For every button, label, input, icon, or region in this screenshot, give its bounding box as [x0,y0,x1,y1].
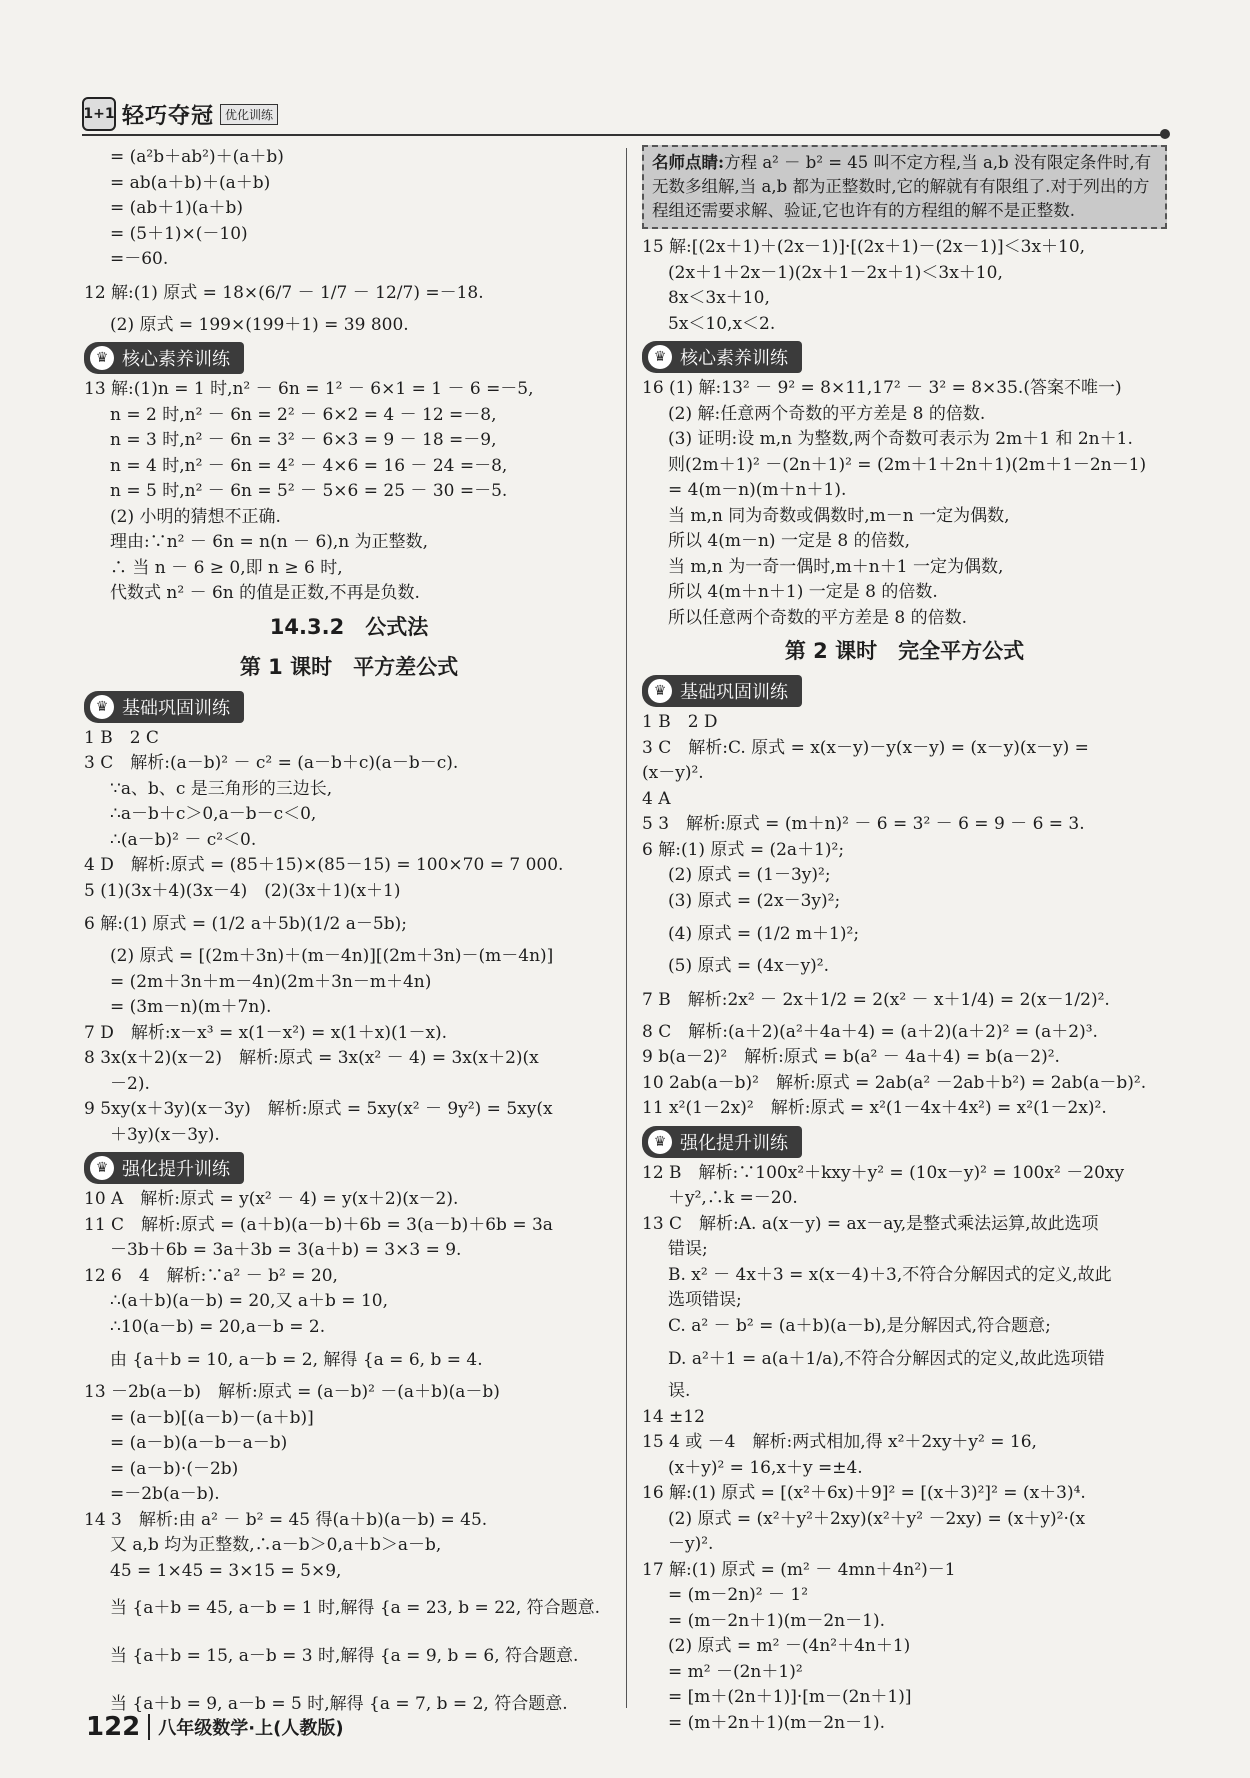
text-line: n = 2 时,n² － 6n = 2² － 6×2 = 4 － 12 =－8, [110,404,497,425]
text-line: ∴a－b＋c＞0,a－b－c＜0, [110,804,317,824]
text-line: ∴ 当 n － 6 ≥ 0,即 n ≥ 6 时, [110,557,343,578]
text-line: (2) 解:任意两个奇数的平方差是 8 的倍数. [668,403,986,424]
text-line: 当 {a＋b = 15, a－b = 3 时,解得 {a = 9, b = 6, 符合题意. [110,1646,579,1666]
answer-11: 11 C 解析:原式 = (a＋b)(a－b)＋6b = 3(a－b)＋6b = 3a [84,1214,553,1235]
crown-icon: ♛ [90,346,114,370]
header-rule [82,134,1167,136]
answer-7: 7 B 解析:2x² － 2x＋1/2 = 2(x² － x＋1/4) = 2(x－1/2)². [642,989,1110,1010]
text-line: = (a－b)[(a－b)－(a＋b)] [110,1407,314,1428]
footer [86,1712,344,1742]
header [82,96,278,132]
text-line: = (a－b)(a－b－a－b) [110,1433,288,1453]
answer-6: 6 解:(1) 原式 = (2a＋1)²; [642,839,845,860]
text-line: (2) 小明的猜想不正确. [110,506,281,527]
text-line: 所以 4(m－n) 一定是 8 的倍数, [668,531,910,551]
text-line: (x＋y)² = 16,x＋y =±4. [668,1457,863,1478]
book-title: 八年级数学·上(人教版) [158,1718,344,1739]
text-line: 代数式 n² － 6n 的值是正数,不再是负数. [110,583,420,603]
crown-icon: ♛ [648,345,672,369]
section-header [84,1152,614,1184]
answer-3: 3 C 解析:(a－b)² － c² = (a－b＋c)(a－b－c). [84,753,459,773]
answer-5: 5 3 解析:原式 = (m＋n)² － 6 = 3² － 6 = 9 － 6 = 3. [642,814,1085,834]
text-line: (2) 原式 = 199×(199＋1) = 39 800. [110,314,409,335]
text-line: －y)². [668,1534,714,1554]
section-title: 强化提升训练 [680,1132,788,1154]
answer-3: 3 C 解析:C. 原式 = x(x－y)－y(x－y) = (x－y)(x－y) = [642,737,1089,758]
column-divider [626,148,627,1708]
answer-15: 15 解:[(2x＋1)＋(2x－1)]·[(2x＋1)－(2x－1)]＜3x＋10, [642,237,1086,257]
text-line: = (a²b＋ab²)＋(a＋b) [110,147,284,167]
answer-17: 17 解:(1) 原式 = (m² － 4mn＋4n²)－1 [642,1559,956,1580]
lesson-title: 第 2 课时 完全平方公式 [784,639,1025,663]
text-line: (5) 原式 = (4x－y)². [668,956,830,976]
answer-14: 14 3 解析:由 a² － b² = 45 得(a＋b)(a－b) = 45. [84,1509,488,1530]
text-line: －3b＋6b = 3a＋3b = 3(a＋b) = 3×3 = 9. [110,1240,462,1260]
text-line: 错误; [668,1239,708,1259]
text-line: ＋3y)(x－3y). [110,1124,220,1145]
text-line: 5x＜10,x＜2. [668,313,776,334]
text-line: B. x² － 4x＋3 = x(x－4)＋3,不符合分解因式的定义,故此 [668,1264,1112,1285]
answer-8: 8 3x(x＋2)(x－2) 解析:原式 = 3x(x² － 4) = 3x(x＋2)(x [84,1048,539,1068]
text-line: (3) 证明:设 m,n 为整数,两个奇数可表示为 2m＋1 和 2n＋1. [668,429,1133,449]
answer-4: 4 A [642,788,671,809]
text-line: ∴10(a－b) = 20,a－b = 2. [110,1316,326,1337]
answer-6: 6 解:(1) 原式 = (1/2 a＋5b)(1/2 a－5b); [84,914,407,934]
answer-10: 10 2ab(a－b)² 解析:原式 = 2ab(a² －2ab＋b²) = 2ab(a－b)². [642,1072,1147,1093]
text-line: (3) 原式 = (2x－3y)²; [668,890,841,911]
text-line: = (3m－n)(m＋7n). [110,997,272,1017]
answer-16: 16 (1) 解:13² － 9² = 8×11,17² － 3² = 8×35.(答案不唯一) [642,378,1122,398]
text-line: = (ab＋1)(a＋b) [110,198,244,218]
text-line: (x－y)². [642,763,704,783]
section-title: 基础巩固训练 [122,697,230,719]
crown-icon: ♛ [90,1156,114,1180]
answer-12b: 12 6 4 解析:∵a² － b² = 20, [84,1265,338,1286]
section-title: 强化提升训练 [122,1159,230,1180]
answer-11: 11 x²(1－2x)² 解析:原式 = x²(1－4x＋4x²) = x²(1－2x)². [642,1098,1107,1118]
section-header [642,341,1167,373]
text-line: = (a－b)·(－2b) [110,1458,239,1479]
page-number: 122 [86,1712,141,1742]
text-line: 理由:∵n² － 6n = n(n － 6),n 为正整数, [110,532,429,552]
answer-10: 10 A 解析:原式 = y(x² － 4) = y(x＋2)(x－2). [84,1189,459,1209]
answer-8: 8 C 解析:(a＋2)(a²＋4a＋4) = (a＋2)(a＋2)² = (a＋2)³. [642,1021,1098,1042]
section-title: 基础巩固训练 [680,682,788,703]
text-line: = 4(m－n)(m＋n＋1). [668,480,847,500]
logo-icon: 1+1 [82,97,116,131]
text-line: D. a²＋1 = a(a＋1/a),不符合分解因式的定义,故此选项错 [668,1349,1105,1369]
answer-9: 9 5xy(x＋3y)(x－3y) 解析:原式 = 5xy(x² － 9y²) = 5xy(x [84,1099,553,1119]
text-line: n = 5 时,n² － 6n = 5² － 5×6 = 25 － 30 =－5. [110,481,508,501]
section-title: 核心素养训练 [122,349,230,370]
text-line: 45 = 1×45 = 3×15 = 5×9, [110,1560,342,1581]
text-line: －2). [110,1073,150,1094]
text-line: = (m＋2n＋1)(m－2n－1). [668,1712,885,1733]
brand-name: 轻巧夺冠 [122,103,215,129]
text-line: 当 m,n 同为奇数或偶数时,m－n 一定为偶数, [668,505,1010,526]
text-line: =－60. [110,249,169,269]
text-line: ＋y²,∴k =－20. [668,1188,798,1208]
text-line: C. a² － b² = (a＋b)(a－b),是分解因式,符合题意; [668,1315,1051,1336]
answer-15: 15 4 或 －4 解析:两式相加,得 x²＋2xy＋y² = 16, [642,1432,1037,1452]
section-header [642,675,1167,707]
text-line: = (5＋1)×(－10) [110,223,248,244]
right-column [642,145,1167,1736]
brand-subtitle: 优化训练 [220,104,278,125]
section-title: 核心素养训练 [680,348,788,369]
crown-icon: ♛ [648,679,672,703]
text-line: (4) 原式 = (1/2 m＋1)²; [668,924,860,944]
text-line: = ab(a＋b)＋(a＋b) [110,172,271,193]
footer-separator [148,1714,150,1740]
text-line: (2) 原式 = (x²＋y²＋2xy)(x²＋y² －2xy) = (x＋y)²·(x [668,1508,1086,1529]
text-line: = [m＋(2n＋1)]·[m－(2n＋1)] [668,1687,912,1707]
answer-12: 12 解:(1) 原式 = 18×(6/7 － 1/7 － 12/7) =－18. [84,282,484,303]
text-line: 8x＜3x＋10, [668,288,770,308]
text-line: 又 a,b 均为正整数,∴a－b＞0,a＋b＞a－b, [110,1535,442,1555]
left-column [84,145,614,1728]
answer-7: 7 D 解析:x－x³ = x(1－x²) = x(1＋x)(1－x). [84,1022,448,1043]
lesson-title: 第 1 课时 平方差公式 [239,654,459,679]
section-header [84,691,614,723]
crown-icon: ♛ [648,1130,672,1154]
header-dot [1160,129,1170,139]
answer-9: 9 b(a－2)² 解析:原式 = b(a² － 4a＋4) = b(a－2)². [642,1047,1060,1067]
text-line: 当 {a＋b = 9, a－b = 5 时,解得 {a = 7, b = 2, 符合题意. [110,1694,568,1714]
answer-4: 4 D 解析:原式 = (85＋15)×(85－15) = 100×70 = 7 000. [84,855,564,875]
text-line: 误. [668,1381,691,1401]
answer-13: 13 解:(1)n = 1 时,n² － 6n = 1² － 6×1 = 1 － 6 =－5, [84,379,534,399]
text-line: (2) 原式 = [(2m＋3n)＋(m－4n)][(2m＋3n)－(m－4n)] [110,946,554,966]
section-header [642,1126,1167,1158]
text-line: = (m－2n＋1)(m－2n－1). [668,1610,885,1631]
answer-13b: 13 －2b(a－b) 解析:原式 = (a－b)² －(a＋b)(a－b) [84,1382,500,1402]
text-line: 则(2m＋1)² －(2n＋1)² = (2m＋1＋2n＋1)(2m＋1－2n－1) [668,454,1147,475]
section-header [84,342,614,374]
answer-16: 16 解:(1) 原式 = [(x²＋6x)＋9]² = [(x＋3)²]² = (x＋3)⁴. [642,1483,1086,1503]
teacher-tip-box [642,145,1167,229]
answer-1-2: 1 B 2 C [84,727,159,748]
text-line: = (m－2n)² － 1² [668,1585,809,1605]
answer-12: 12 B 解析:∵100x²＋kxy＋y² = (10x－y)² = 100x² －20xy [642,1162,1125,1183]
text-line: 当 m,n 为一奇一偶时,m＋n＋1 一定为偶数, [668,556,1004,577]
answer-14: 14 ±12 [642,1406,705,1427]
text-line: 当 {a＋b = 45, a－b = 1 时,解得 {a = 23, b = 22, 符合题意. [110,1598,601,1618]
text-line: ∴(a＋b)(a－b) = 20,又 a＋b = 10, [110,1291,388,1311]
tip-text: 方程 a² － b² = 45 叫不定方程,当 a,b 没有限定条件时,有无数多组解,当 a,b 都为正整数时,它的解就有有限组了.对于列出的方程组还需要求解、验证,它也许有的方程组的解不是正整数. [652,153,1152,220]
tip-label: 名师点睛: [652,153,725,172]
text-line: ∴(a－b)² － c²＜0. [110,829,257,850]
text-line: 由 {a＋b = 10, a－b = 2, 解得 {a = 6, b = 4. [110,1350,483,1370]
text-line: = m² －(2n＋1)² [668,1661,803,1682]
answer-13: 13 C 解析:A. a(x－y) = ax－ay,是整式乘法运算,故此选项 [642,1213,1099,1234]
answer-5: 5 (1)(3x＋4)(3x－4) (2)(3x＋1)(x＋1) [84,880,401,901]
answer-1-2: 1 B 2 D [642,712,718,732]
section-title-main: 14.3.2 公式法 [269,614,429,639]
text-line: n = 4 时,n² － 6n = 4² － 4×6 = 16 － 24 =－8, [110,455,508,476]
text-line: 所以任意两个奇数的平方差是 8 的倍数. [668,607,968,628]
text-line: n = 3 时,n² － 6n = 3² － 6×3 = 9 － 18 =－9, [110,430,497,450]
text-line: (2) 原式 = m² －(4n²＋4n＋1) [668,1636,911,1656]
text-line: = (2m＋3n＋m－4n)(2m＋3n－m＋4n) [110,971,432,992]
text-line: (2) 原式 = (1－3y)²; [668,865,831,885]
text-line: 选项错误; [668,1290,742,1310]
text-line: ∵a、b、c 是三角形的三边长, [110,778,333,799]
text-line: (2x＋1＋2x－1)(2x＋1－2x＋1)＜3x＋10, [668,262,1003,283]
text-line: 所以 4(m＋n＋1) 一定是 8 的倍数. [668,582,938,602]
crown-icon: ♛ [90,695,114,719]
text-line: =－2b(a－b). [110,1484,220,1504]
